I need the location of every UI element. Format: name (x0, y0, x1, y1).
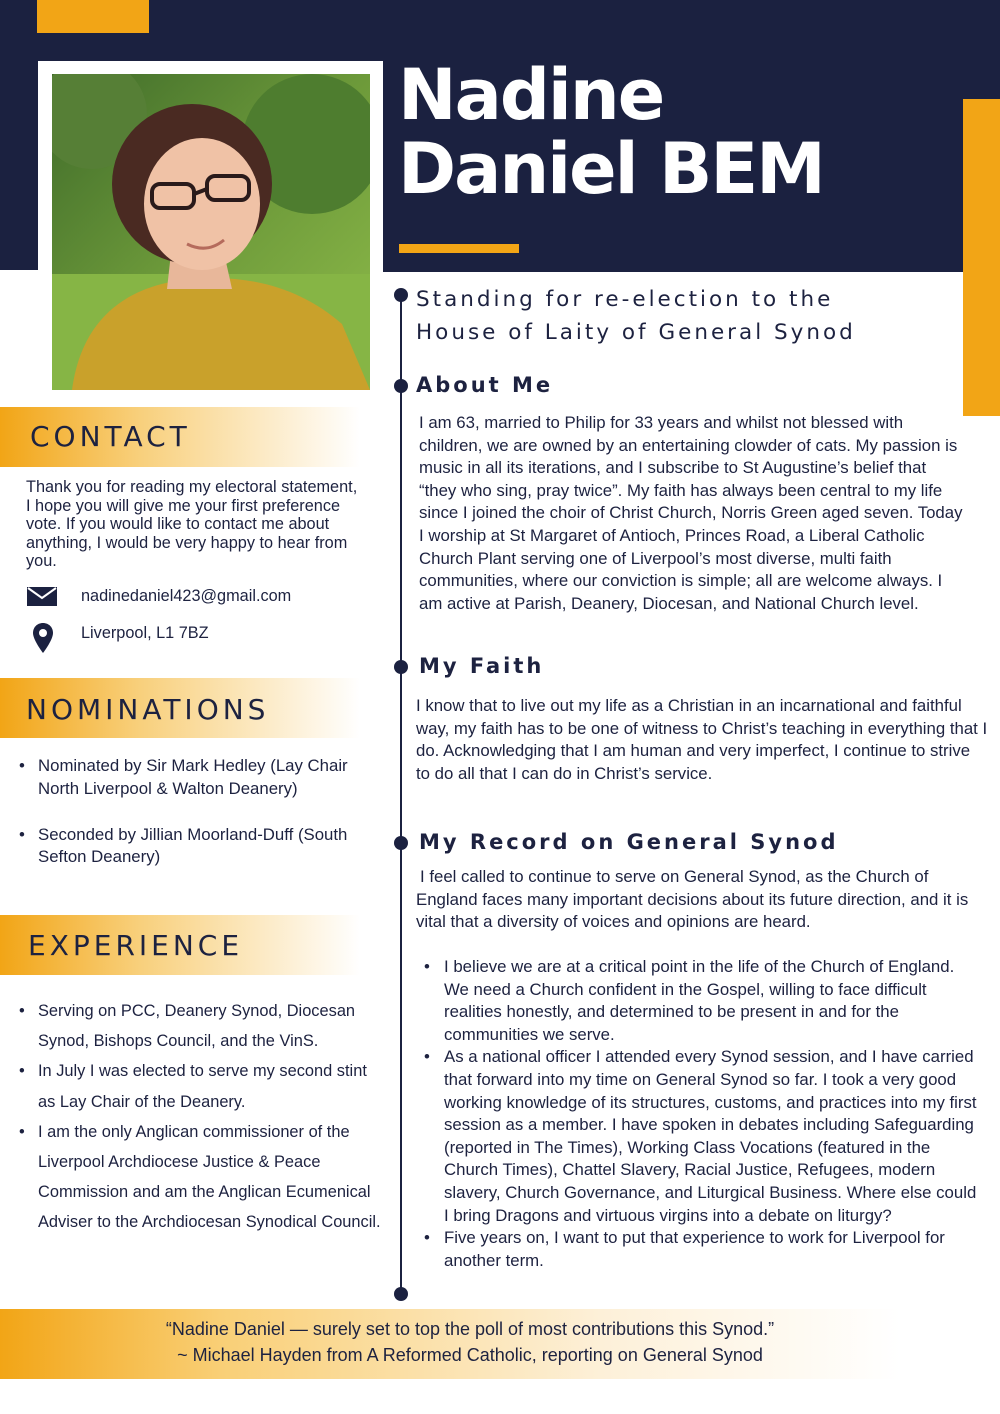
list-item: • Seconded by Jillian Moorland-Duff (South Sefton Deanery) (16, 824, 382, 870)
record-intro: I feel called to continue to serve on General Synod, as the Church of England faces many important decisions about its future direction, and it is vital that a diversity of voices and opinions are heard. (416, 867, 969, 932)
faith-text: I know that to live out my life as a Christian in an incarnational and faithful way, my faith has to be one of witness to Christ’s teaching in everything that I do. Acknowledging that I am human and very imperfect, I continue to strive to do all that I can do in Christ’s service. (416, 696, 988, 783)
candidate-photo (52, 74, 370, 390)
contact-heading: CONTACT (30, 420, 191, 453)
quote-attribution: ~ Michael Hayden from A Reformed Catholic, reporting on General Synod (177, 1345, 763, 1365)
list-item: • Five years on, I want to put that experience to work for Liverpool for another term. (416, 1227, 982, 1272)
contact-email[interactable]: nadinedaniel423@gmail.com (81, 587, 292, 605)
standing-statement (416, 283, 976, 349)
header-divider (383, 270, 963, 272)
timeline-dot (394, 660, 408, 674)
nominations-list (16, 755, 382, 892)
list-item: • I believe we are at a critical point in the life of the Church of England. We need a Church confident in the Gospel, willing to face difficult realities honestly, and determined to be present in and for the communities we serve. (416, 956, 982, 1046)
experience-heading: EXPERIENCE (28, 929, 244, 962)
list-item: • As a national officer I attended every Synod session, and I have carried that forward into my time on General Synod so far. I took a very good working knowledge of its structures, customs, and practices into my first session as a member. I have spoken in debates including Safeguarding (reported in The Times), Working Class Vocations (featured in the Church Times), Chattel Slavery, Racial Justice, Refugees, modern slavery, Church Governance, and Liturgical Business. Where else could I bring Dragons and virtuous virgins into a debate on liturgy? (416, 1046, 982, 1227)
map-pin-icon (32, 622, 54, 658)
name-line-2: Daniel BEM (398, 128, 824, 210)
name-underline (399, 244, 519, 253)
about-text: I am 63, married to Philip for 33 years and whilst not blessed with children, we are owned by an entertaining clowder of cats. My passion is music in all its iterations, and I subscribe to St Augustine’s belief that “they who sing, pray twice”. My faith has always been central to my life since I joined the choir of Christ Church, Norris Green aged seven. Today I worship at St Margaret of Antioch, Princes Road, a Liberal Catholic Church Plant serving one of Liverpool’s most diverse, multi faith communities, where our conviction is simple; all are welcome always. I am active at Parish, Deanery, Diocesan, and National Church level. (419, 413, 963, 613)
list-item: • Nominated by Sir Mark Hedley (Lay Chair North Liverpool & Walton Deanery) (16, 755, 382, 801)
experience-header (0, 915, 360, 975)
gold-accent-tab (37, 0, 149, 33)
candidate-name (398, 54, 824, 210)
faith-heading: My Faith (419, 654, 545, 678)
quote-band (0, 1309, 1000, 1379)
experience-list (16, 996, 382, 1238)
nominations-heading: NOMINATIONS (26, 693, 270, 726)
contact-location-row (26, 622, 366, 658)
timeline-dot (394, 836, 408, 850)
quote-text: “Nadine Daniel — surely set to top the poll of most contributions this Synod.” (165, 1319, 775, 1339)
record-heading: My Record on General Synod (419, 830, 839, 854)
standing-line-2: House of Laity of General Synod (416, 320, 856, 345)
timeline-dot (394, 1287, 408, 1301)
contact-email-row[interactable] (26, 585, 366, 615)
timeline-dot (394, 379, 408, 393)
gold-accent-bar (963, 99, 1000, 416)
contact-header (0, 407, 360, 467)
about-heading: About Me (416, 373, 554, 397)
contact-location: Liverpool, L1 7BZ (81, 624, 209, 642)
standing-line-1: Standing for re-election to the (416, 287, 834, 312)
list-item: • In July I was elected to serve my second stint as Lay Chair of the Deanery. (16, 1056, 382, 1116)
nominations-header (0, 678, 360, 738)
contact-text: Thank you for reading my electoral statement, I hope you will give me your first preference vote. If you would like to contact me about anything, I would be very happy to hear from you. (26, 478, 358, 570)
list-item: • I am the only Anglican commissioner of the Liverpool Archdiocese Justice & Peace Commission and am the Anglican Ecumenical Adviser to the Archdiocesan Synodical Council. (16, 1117, 382, 1238)
name-line-1: Nadine (398, 54, 664, 136)
timeline-line (400, 296, 402, 1294)
record-list (416, 956, 982, 1272)
envelope-icon (26, 585, 58, 611)
list-item: • Serving on PCC, Deanery Synod, Diocesan Synod, Bishops Council, and the VinS. (16, 996, 382, 1056)
timeline-dot (394, 288, 408, 302)
